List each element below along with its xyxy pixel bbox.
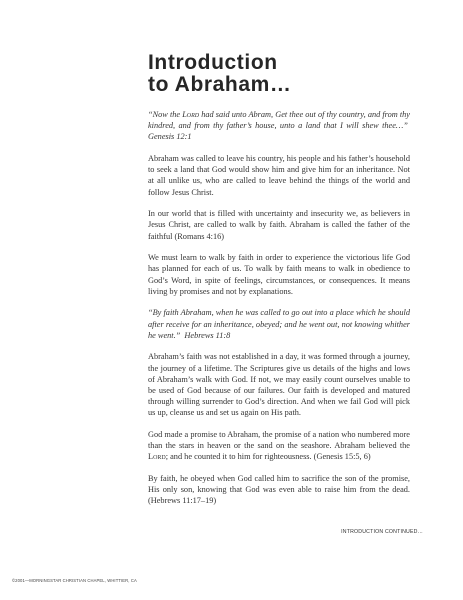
quote-text: “Now the: [148, 110, 183, 119]
body-content: [148, 109, 410, 517]
title-line-1: Introduction: [148, 51, 278, 74]
lord-smallcaps: Lord: [182, 110, 200, 119]
lord-smallcaps: Lord: [148, 452, 166, 462]
copyright-footer: ©2001—MORNINGSTAR CHRISTIAN CHAPEL, WHITTIER, CA: [12, 578, 137, 583]
paragraph-4: Abraham’s faith was not established in a day, it was formed through a journey, the journey of a lifetime. The Scriptures give us details of the highs and lows of Abraham’s walk with God. If not, we may easily count ourselves unable to be used of God because of our failures. Our faith is developed and matured through willing surrender to God’s direction. And when we fail God will pick us up, cleanse us and set us again on His path.: [148, 352, 410, 418]
paragraph-3: We must learn to walk by faith in order to experience the victorious life God has planned for each of us. To walk by faith means to walk in obedience to God’s Word, in spite of feelings, circumstances, or consequences. It means living by promises and not by explanations.: [148, 253, 410, 296]
scripture-quote-hebrews: [148, 307, 410, 341]
scripture-reference: Hebrews 11:8: [184, 330, 231, 340]
paragraph-1: Abraham was called to leave his country, his people and his father’s household to seek a land that God would show him and give him for an inheritance. Not at all unlike us, who are called to leave behind the things of the world and follow Jesus Christ.: [148, 154, 410, 197]
paragraph-text-cont: ; and he counted it to him for righteousness. (Genesis 15:5, 6): [165, 452, 371, 462]
title-line-2: to Abraham…: [148, 73, 292, 96]
page-title: [148, 52, 448, 96]
paragraph-6: By faith, he obeyed when God called him to sacrifice the son of the promise, His only son, knowing that God was even able to raise him from the dead. (Hebrews 11:17–19): [148, 474, 410, 506]
quote-text-cont: had said unto Abram, Get thee out of thy country, and from thy kindred, and from thy father’s house, unto a land that I will shew thee…”: [148, 110, 410, 131]
scripture-reference: Genesis 12:1: [148, 132, 192, 142]
paragraph-5: [148, 429, 410, 463]
quote-text: “By faith Abraham, when he was called to go out into a place which he should after receive for an inheritance, obeyed; and he went out, not knowing whither he went.”: [148, 308, 410, 340]
scripture-quote-genesis: [148, 109, 410, 143]
paragraph-text: God made a promise to Abraham, the promise of a nation who numbered more than the stars in heaven or the sand on the seashore. Abraham believed the: [148, 430, 410, 451]
paragraph-2: In our world that is filled with uncertainty and insecurity we, as believers in Jesus Christ, are called to walk by faith. Abraham is called the father of the faithful (Romans 4:16): [148, 209, 410, 241]
continued-label: INTRODUCTION CONTINUED…: [341, 529, 423, 535]
